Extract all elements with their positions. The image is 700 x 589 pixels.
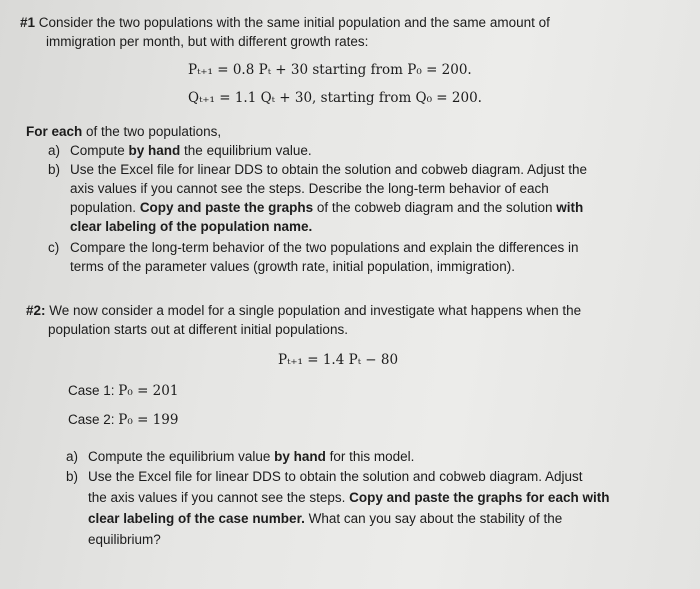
p1-item-b-line3-pre: population. <box>70 200 140 215</box>
p2-item-a-post: for this model. <box>325 449 415 464</box>
problem1-number: #1 <box>20 15 36 30</box>
equation-q: Qₜ₊₁ = 1.1 Qₜ + 30, starting from Q₀ = 200. <box>188 90 482 106</box>
problem2-equation: Pₜ₊₁ = 1.4 Pₜ − 80 <box>278 352 399 368</box>
problem2-intro-text: We now consider a model for a single population and investigate what happens when the <box>45 303 582 318</box>
p2-item-b-line3-bold: clear labeling of the case number. <box>88 511 305 526</box>
for-each-bold: For each <box>26 124 83 139</box>
p1-item-b-line3-bold: Copy and paste the graphs <box>139 200 314 215</box>
p2-item-a-bold: by hand <box>274 449 326 464</box>
problem2-number: #2: <box>26 303 46 318</box>
p2-item-a <box>66 448 414 465</box>
p2-item-b-label: b) <box>66 469 79 484</box>
problem2-intro-line1 <box>26 302 581 319</box>
p1-item-a-label: a) <box>48 143 61 158</box>
problem1-intro-line2: immigration per month, but with different growth rates: <box>46 34 369 49</box>
p1-item-c-line2: terms of the parameter values (growth rate, initial population, immigration). <box>70 259 515 274</box>
p1-item-b-line4-bold: clear labeling of the population name. <box>70 219 313 234</box>
case2-label: Case 2: <box>68 412 119 427</box>
p2-item-b-line2-pre: the axis values if you cannot see the steps. <box>88 490 350 505</box>
p1-item-a-bold: by hand <box>128 143 181 158</box>
p2-item-b-line3-rest: What can you say about the stability of the <box>304 511 563 526</box>
case2-equation: P₀ = 199 <box>118 412 179 428</box>
p2-item-b-line1 <box>66 468 583 485</box>
case2 <box>68 411 178 429</box>
p1-item-b-line2: axis values if you cannot see the steps. Describe the long-term behavior of each <box>70 181 549 196</box>
p1-item-b-line3 <box>70 199 583 216</box>
case1-equation: P₀ = 201 <box>118 383 179 399</box>
p2-item-b-line3 <box>88 510 562 527</box>
problem1-intro-line1 <box>20 14 550 31</box>
p1-item-b-line4 <box>70 218 312 235</box>
p1-item-a-pre: Compute <box>70 143 129 158</box>
p2-item-b-line4: equilibrium? <box>88 532 161 547</box>
p1-item-a <box>48 142 312 159</box>
p2-item-b-line2-bold: Copy and paste the graphs for each with <box>349 490 610 505</box>
p1-item-b-text1: Use the Excel file for linear DDS to obtain the solution and cobweb diagram. Adjust the <box>70 162 588 177</box>
p1-item-b-line3-bold2: with <box>556 200 584 215</box>
equation-p: Pₜ₊₁ = 0.8 Pₜ + 30 starting from P₀ = 200. <box>188 62 472 78</box>
p2-item-a-pre: Compute the equilibrium value <box>88 449 275 464</box>
p1-item-a-post: the equilibrium value. <box>180 143 312 158</box>
p1-item-b-line1 <box>48 161 587 178</box>
p1-item-c-text1: Compare the long-term behavior of the two populations and explain the differences in <box>70 240 579 255</box>
problem2-intro-line2: population starts out at different initial populations. <box>48 322 348 337</box>
problem1-intro-text: Consider the two populations with the same initial population and the same amount of <box>38 15 550 30</box>
for-each-rest: of the two populations, <box>82 124 222 139</box>
for-each-line <box>26 123 221 140</box>
p2-item-b-line2 <box>88 489 609 506</box>
p2-item-a-label: a) <box>66 449 79 464</box>
p1-item-c-label: c) <box>48 240 60 255</box>
p1-item-c-line1 <box>48 239 579 256</box>
p1-item-b-line3-mid: of the cobweb diagram and the solution <box>313 200 557 215</box>
case1 <box>68 382 178 400</box>
p1-item-b-label: b) <box>48 162 61 177</box>
case1-label: Case 1: <box>68 383 119 398</box>
p2-item-b-text1: Use the Excel file for linear DDS to obtain the solution and cobweb diagram. Adjust <box>88 469 583 484</box>
